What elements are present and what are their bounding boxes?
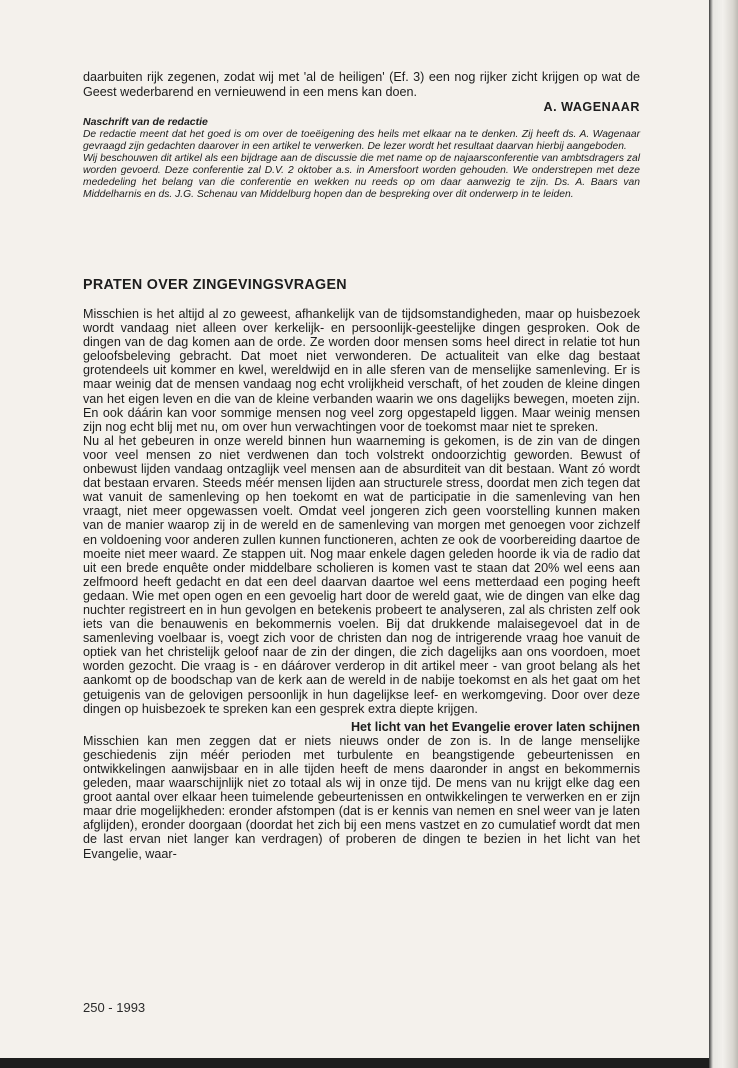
author-signature: A. WAGENAAR: [543, 100, 640, 114]
page-bottom-edge: [0, 1058, 709, 1068]
article-paragraph: Misschien kan men zeggen dat er niets nieuws onder de zon is. In de lange menselijke geschiedenis zijn méér perioden met turbulente en beangstigende gebeurtenissen en ontwikkelingen aanwijsbaar en in alle tijden heeft de mens daaronder in angst en bekommernis geleden, maar waarschijnlijk niet zo totaal als wij in onze tijd. De mens van nu krijgt elke dag een groot aantal over elkaar heen tuimelende gebeurtenissen en ontwikkelingen te verwerken en er zijn maar drie mogelijkheden: eronder afstompen (dat is er kennis van nemen en snel weer van je laten afglijden), eronder doorgaan (doordat het zich bij een mens vastzet en zo cumulatief wordt dat men de last ervan niet langer kan verdragen) of proberen de dingen te bezien in het licht van het Evangelie, waar-: [83, 733, 640, 861]
editor-note-paragraph: Wij beschouwen dit artikel als een bijdrage aan de discussie die met name op de najaarsconferentie van ambtsdragers zal worden gevoerd. Deze conferentie zal D.V. 2 oktober a.s. in Amersfoort worden gehouden. We onderstrepen met deze mededeling het belang van die conferentie en wekken nu reeds op om daar aanwezig te zijn. Ds. A. Baars van Middelharnis en ds. J.G. Schenau van Middelburg hopen dan de bespreking over dit onderwerp in te leiden.: [83, 153, 640, 201]
article-body: [83, 307, 640, 861]
page-binding-edge: [709, 0, 738, 1068]
editor-note: [83, 116, 640, 202]
article-title: PRATEN OVER ZINGEVINGSVRAGEN: [83, 277, 347, 293]
article-subheading: Het licht van het Evangelie erover laten schijnen: [350, 719, 640, 734]
editor-note-paragraph: De redactie meent dat het goed is om over de toeëigening des heils met elkaar na te denken. Zij heeft ds. A. Wagenaar gevraagd zijn gedachten daarover in een artikel te verwerken. De lezer wordt het resultaat daarvan hierbij aangeboden.: [83, 129, 640, 153]
article-paragraph: Nu al het gebeuren in onze wereld binnen hun waarneming is gekomen, is de zin van de dingen voor veel mensen zo niet verdwenen dan toch volstrekt ondoorzichtig geworden. Bewust of onbewust lijden vandaag ontzaglijk veel mensen aan de absurditeit van dit bestaan. Want zó wordt dat bestaan ervaren. Steeds méér mensen lijden aan structurele stress, doordat men zich tegen dat wat vanuit de samenleving op hen toekomt en wat de participatie in die samenleving van hen vraagt, niet meer opgewassen voelt. Omdat veel jongeren zich geen voorstelling kunnen maken van de manier waarop zij in de wereld en de samenleving van morgen met genoegen voor zichzelf en voldoening voor anderen zullen kunnen functioneren, achten ze ook de voorbereiding daartoe de moeite niet meer waard. Ze stappen uit. Nog maar enkele dagen geleden hoorde ik via de radio dat uit een brede enquête onder middelbare scholieren is komen vast te staan dat 20% wel eens aan zelfmoord heeft gedacht en dat een deel daarvan daartoe wel eens metterdaad een poging heeft gedaan. Wie met open ogen en een gevoelig hart door de wereld gaat, wie de dingen van elke dag nuchter registreert en in hun gevolgen en betekenis probeert te analyseren, zal als christen zelf ook iets van die benauwenis en bekommernis voelen. Bij dat drukkende malaisegevoel dat in de samenleving voelbaar is, voegt zich voor de christen dan nog de intrigerende vraag hoe vanuit de optiek van het christelijk geloof naar de zin der dingen, die zich dagelijks aan ons voordoen, moet worden gezocht. Die vraag is - en dáárover verderop in dit artikel meer - van groot belang als het aankomt op de boodschap van de kerk aan de wereld in de nabije toekomst en als het gaat om het getuigenis van de gelovigen persoonlijk in hun dagelijkse leef- en werkomgeving. Door over deze dingen op huisbezoek te spreken kan een gesprek extra diepte krijgen.: [83, 433, 640, 716]
editor-note-heading: Naschrift van de redactie: [83, 116, 208, 128]
page-number: 250 - 1993: [83, 1000, 146, 1015]
intro-section: [83, 70, 640, 202]
article-paragraph: Misschien is het altijd al zo geweest, afhankelijk van de tijdsomstandigheden, maar op huisbezoek wordt vandaag niet alleen over kerkelijk- en persoonlijk-geestelijke dingen gesproken. Ook de dingen van de dag komen aan de orde. Ze worden door mensen soms heel direct in relatie tot hun geloofsbeleving gebracht. Dat moet niet verwonderen. De actualiteit van elke dag bestaat grotendeels uit kommer en kwel, wereldwijd en in alle sferen van de menselijke samenleving. Er is maar weinig dat de mensen vandaag nog echt vrolijkheid verschaft, of het zouden de kleine dingen van het eigen leven en die van de kleine verbanden waarin we ons dagelijks bewegen, moeten zijn. En ook dáárin kan voor sommige mensen nog veel zorg opgestapeld liggen. Maar weinig mensen zijn nog echt blij met nu, om over hun verwachtingen voor de toekomst maar niet te spreken.: [83, 307, 640, 434]
intro-paragraph: daarbuiten rijk zegenen, zodat wij met 'al de heiligen' (Ef. 3) een nog rijker zicht krijgen op wat de Geest wederbarend en vernieuwend in een mens kan doen.: [83, 70, 640, 99]
